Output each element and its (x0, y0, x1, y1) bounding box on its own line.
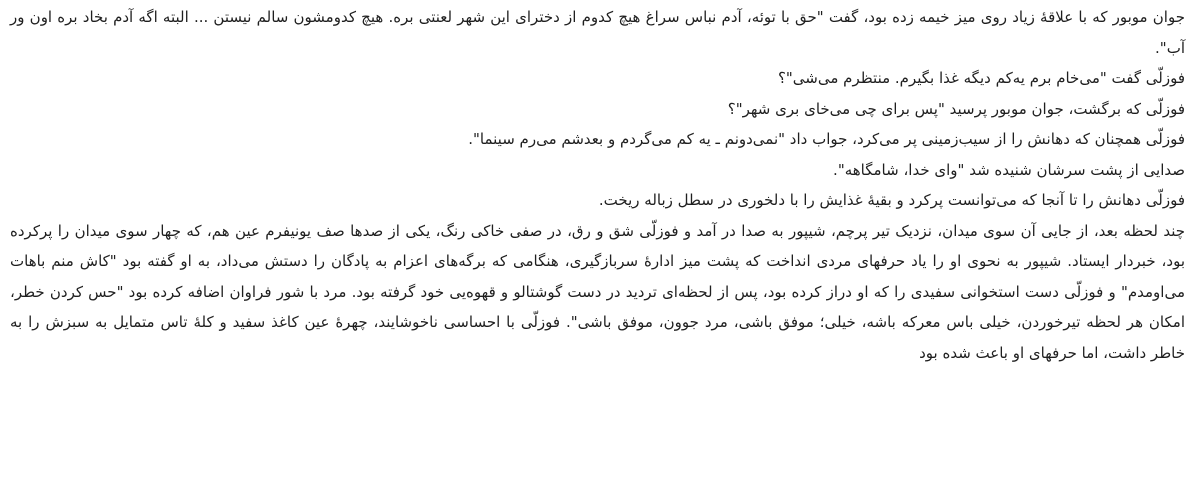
paragraph-5: صدایی از پشت سرشان شنیده شد "وای خدا، شامگاهه". (833, 160, 1185, 179)
document-body (10, 0, 1185, 368)
paragraph-7: چند لحظه بعد، از جایی آن سوی میدان، نزدیک تیر پرچم، شیپور به صدا در آمد و فوزلّی شق و رق، در صفی خاکی رنگ، یکی از صدها صف یونیفرم عین هم، که چهار سوی میدان را پرکرده بود، خبردار ایستاد. شیپور به نحوی او را یاد حرفهای مردی انداخت که پشت میز ادارهٔ سربازگیری، هنگامی که برگه‌های اعزام به پادگان را دستش می‌داد، به او گفته بود "کاش منم باهات می‌اومدم" و فوزلّی دست استخوانی سفیدی را که او دراز کرده بود، پس از لحظه‌ای تردید در دست گوشتالو و قهوه‌یی خود گرفته بود. مرد با شور فراوان اضافه کرده بود "حس کردن خطر، امکان هر لحظه تیرخوردن، خیلی باس معرکه باشه، خیلی؛ موفق باشی، مرد جوون، موفق باشی". فوزلّی با احساسی ناخوشایند، چهرهٔ عین کاغذ سفید و کلهٔ تاس متمایل به سبزش را به خاطر داشت، اما حرفهای او باعث شده بود (10, 221, 1185, 362)
paragraph-4: فوزلّی همچنان که دهانش را از سیب‌زمینی پر می‌کرد، جواب داد "نمی‌دونم ـ یه کم می‌گردم و بعدشم می‌رم سینما". (468, 130, 1185, 148)
paragraph-6: فوزلّی دهانش را تا آنجا که می‌توانست پرکرد و بقیهٔ غذایش را با دلخوری در سطل زباله ریخت. (598, 191, 1185, 209)
paragraph-3: فوزلّی که برگشت، جوان موبور پرسید "پس برای چی می‌خای بری شهر"؟ (727, 99, 1185, 118)
paragraph-1: جوان موبور که با علاقهٔ زیاد روی میز خیمه زده بود، گفت "حق با توئه، آدم نباس سراغ هیچ کدوم از دخترای این شهر لعنتی بره. هیچ کدومشون سالم نیستن ... البته اگه آدم بخاد بره اون ور آب". (10, 8, 1185, 57)
paragraph-2: فوزلّی گفت "می‌خام برم یه‌کم دیگه غذا بگیرم. منتظرم می‌شی"؟ (777, 69, 1185, 87)
